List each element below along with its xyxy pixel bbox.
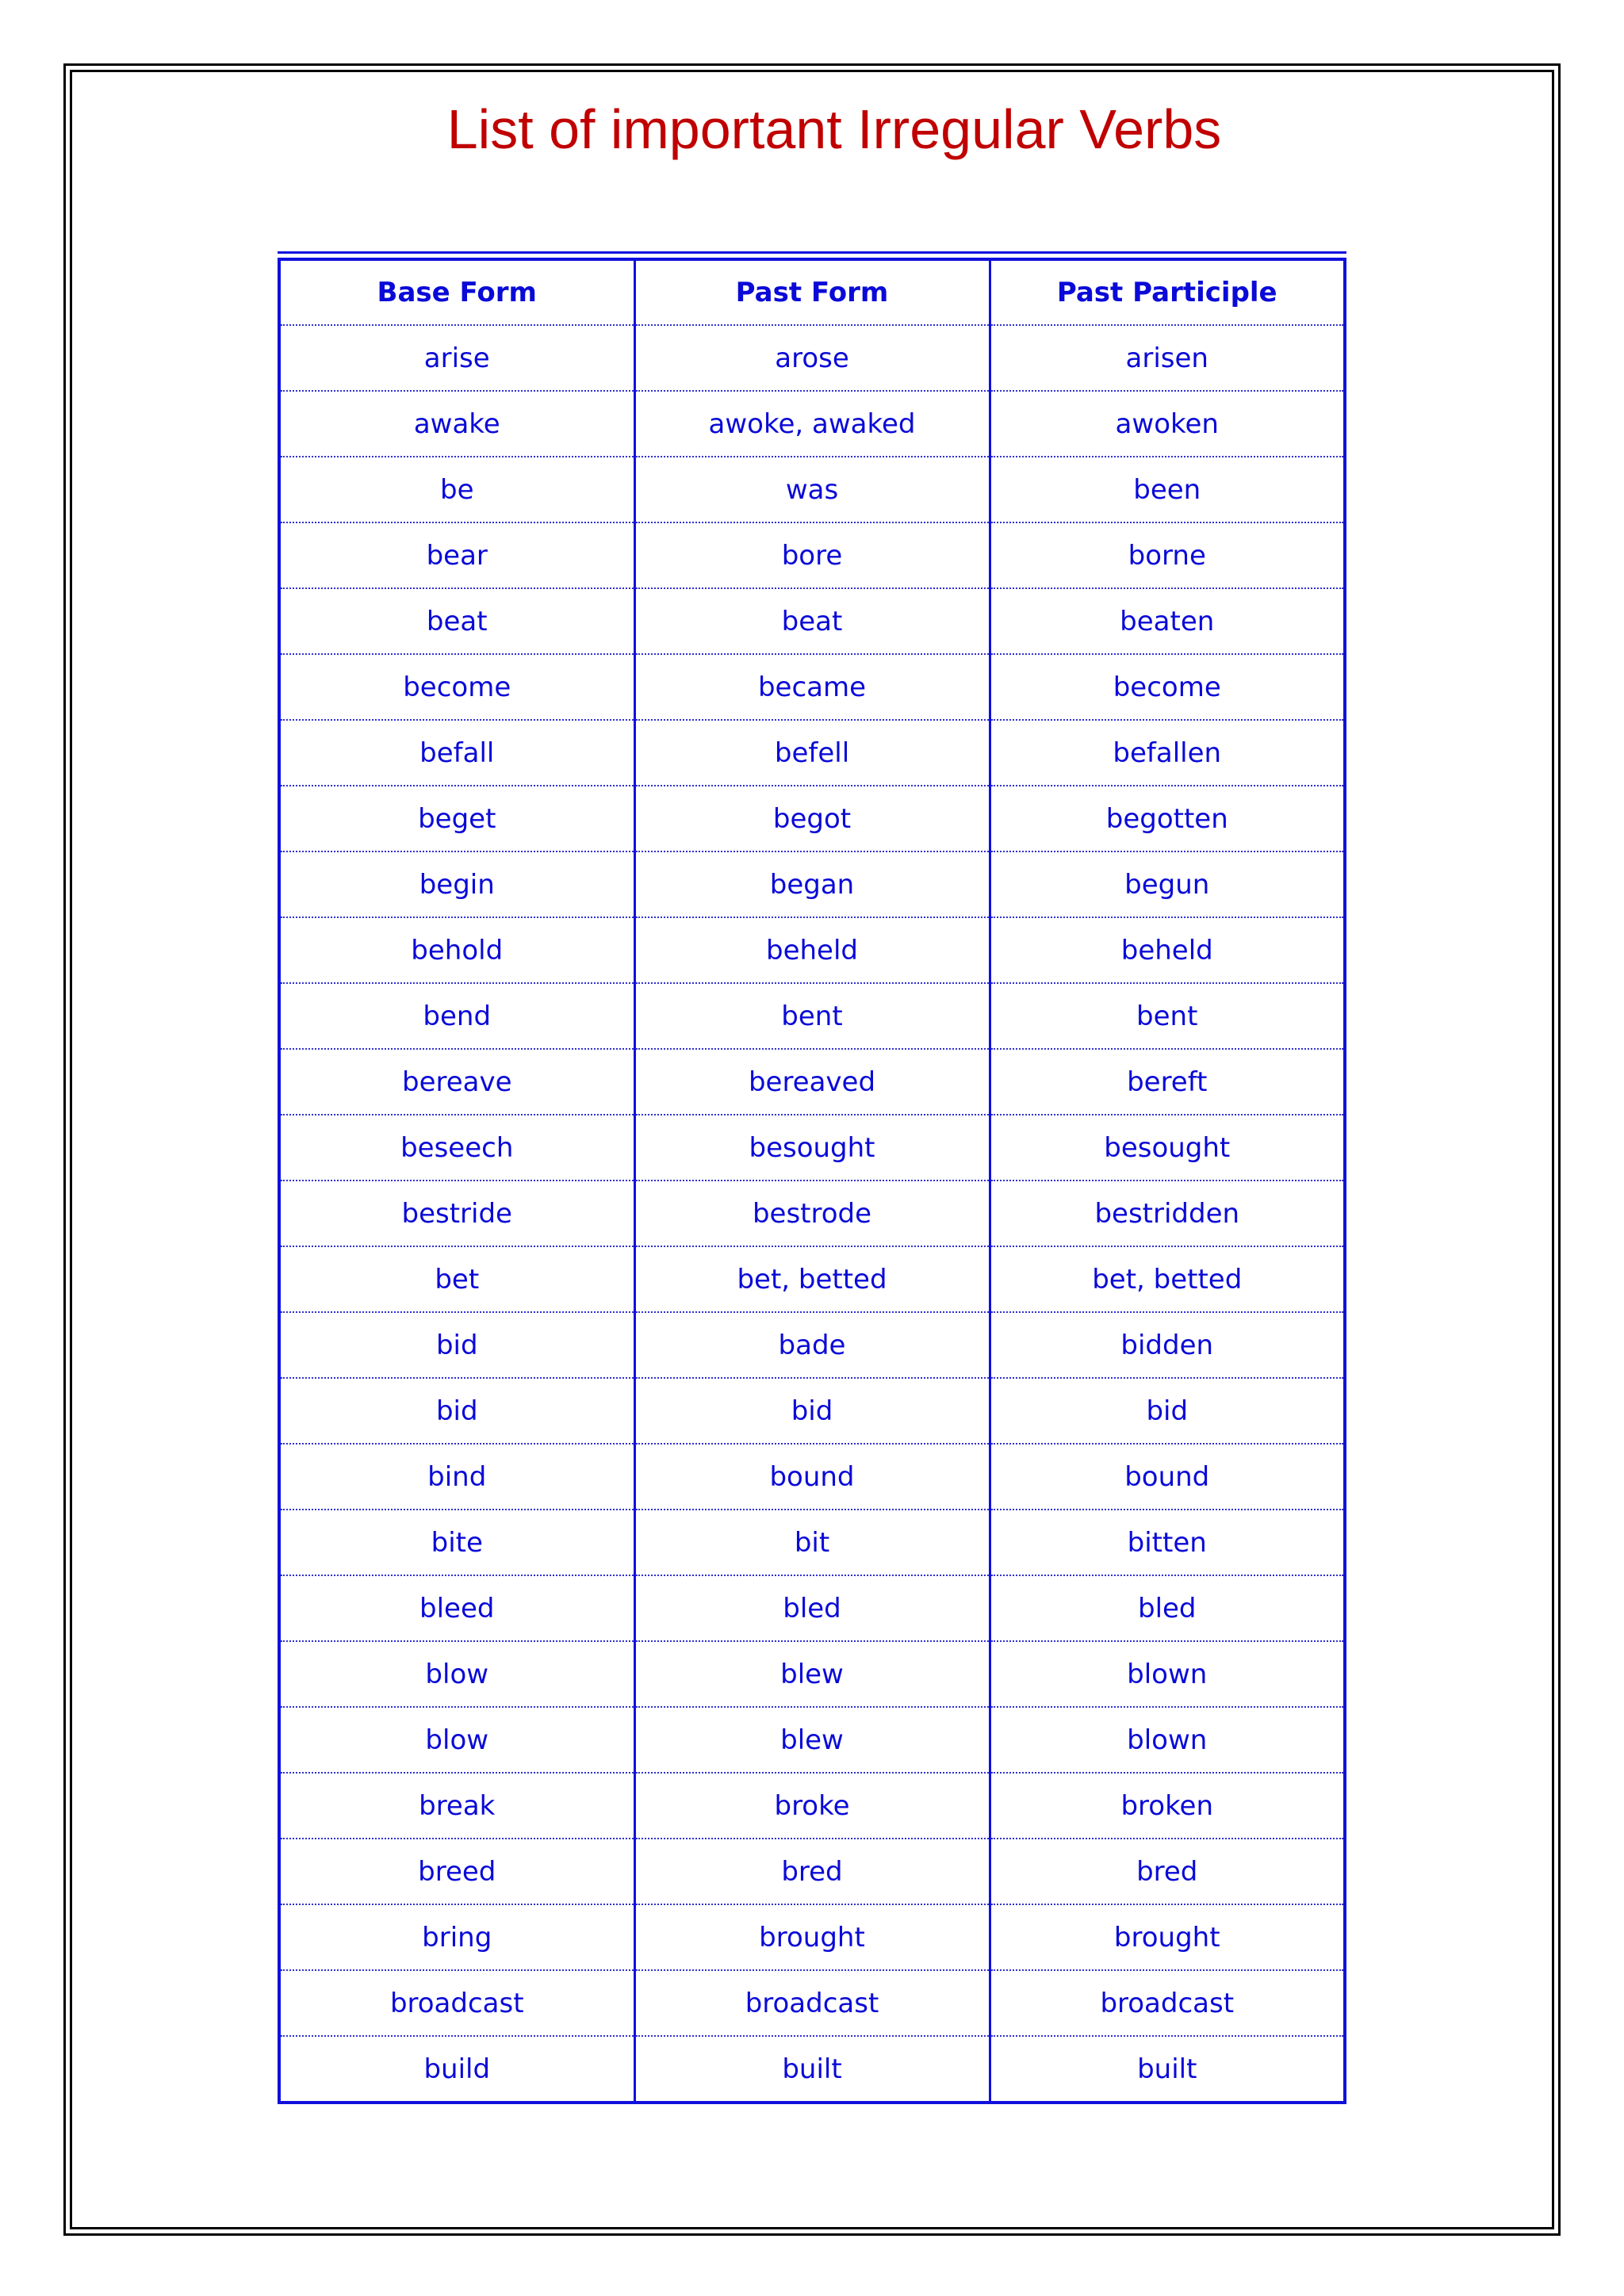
base-form-cell: bind	[279, 1444, 634, 1510]
past-participle-cell: begotten	[990, 786, 1345, 851]
base-form-cell: bleed	[279, 1575, 634, 1641]
base-form-cell: bite	[279, 1510, 634, 1575]
past-participle-cell: bound	[990, 1444, 1345, 1510]
past-participle-cell: besought	[990, 1115, 1345, 1181]
table-row	[279, 1707, 1345, 1773]
past-participle-cell: arisen	[990, 325, 1345, 391]
irregular-verbs-table	[278, 258, 1346, 2104]
base-form-cell: blow	[279, 1641, 634, 1707]
past-participle-cell: befallen	[990, 720, 1345, 786]
table-row	[279, 1510, 1345, 1575]
table-row	[279, 786, 1345, 851]
table-row	[279, 983, 1345, 1049]
base-form-cell: arise	[279, 325, 634, 391]
table-row	[279, 588, 1345, 654]
past-form-cell: blew	[634, 1707, 990, 1773]
past-participle-cell: begun	[990, 851, 1345, 917]
past-form-cell: bent	[634, 983, 990, 1049]
table-row	[279, 917, 1345, 983]
base-form-cell: breed	[279, 1839, 634, 1904]
base-form-cell: broadcast	[279, 1970, 634, 2036]
past-form-cell: bore	[634, 522, 990, 588]
table-row	[279, 1904, 1345, 1970]
past-participle-cell: blown	[990, 1707, 1345, 1773]
past-participle-cell: borne	[990, 522, 1345, 588]
past-form-cell: begot	[634, 786, 990, 851]
base-form-cell: awake	[279, 391, 634, 457]
past-participle-cell: bereft	[990, 1049, 1345, 1115]
past-participle-cell: blown	[990, 1641, 1345, 1707]
past-form-cell: blew	[634, 1641, 990, 1707]
verb-table-container	[278, 251, 1346, 2104]
header-base-form: Base Form	[279, 259, 634, 325]
table-row	[279, 1312, 1345, 1378]
table-row	[279, 1839, 1345, 1904]
past-form-cell: brought	[634, 1904, 990, 1970]
past-participle-cell: become	[990, 654, 1345, 720]
past-form-cell: bid	[634, 1378, 990, 1444]
past-form-cell: broadcast	[634, 1970, 990, 2036]
base-form-cell: beget	[279, 786, 634, 851]
past-form-cell: built	[634, 2036, 990, 2103]
base-form-cell: bereave	[279, 1049, 634, 1115]
past-participle-cell: been	[990, 457, 1345, 522]
table-row	[279, 1378, 1345, 1444]
base-form-cell: break	[279, 1773, 634, 1839]
header-past-form: Past Form	[634, 259, 990, 325]
table-row	[279, 1773, 1345, 1839]
past-form-cell: beheld	[634, 917, 990, 983]
table-row	[279, 1115, 1345, 1181]
base-form-cell: bid	[279, 1312, 634, 1378]
base-form-cell: begin	[279, 851, 634, 917]
table-row	[279, 2036, 1345, 2103]
table-body	[279, 325, 1345, 2103]
base-form-cell: bring	[279, 1904, 634, 1970]
base-form-cell: befall	[279, 720, 634, 786]
past-participle-cell: beaten	[990, 588, 1345, 654]
base-form-cell: bid	[279, 1378, 634, 1444]
past-participle-cell: broken	[990, 1773, 1345, 1839]
past-participle-cell: brought	[990, 1904, 1345, 1970]
past-participle-cell: bent	[990, 983, 1345, 1049]
table-row	[279, 1970, 1345, 2036]
base-form-cell: build	[279, 2036, 634, 2103]
past-form-cell: bestrode	[634, 1181, 990, 1246]
past-participle-cell: bid	[990, 1378, 1345, 1444]
past-participle-cell: awoken	[990, 391, 1345, 457]
past-form-cell: bled	[634, 1575, 990, 1641]
base-form-cell: beat	[279, 588, 634, 654]
base-form-cell: be	[279, 457, 634, 522]
past-form-cell: bit	[634, 1510, 990, 1575]
table-row	[279, 1575, 1345, 1641]
past-form-cell: was	[634, 457, 990, 522]
table-row	[279, 1181, 1345, 1246]
past-form-cell: began	[634, 851, 990, 917]
past-form-cell: became	[634, 654, 990, 720]
past-participle-cell: bestridden	[990, 1181, 1345, 1246]
table-row	[279, 1049, 1345, 1115]
past-form-cell: bet, betted	[634, 1246, 990, 1312]
table-row	[279, 391, 1345, 457]
past-participle-cell: bitten	[990, 1510, 1345, 1575]
header-past-participle: Past Participle	[990, 259, 1345, 325]
past-form-cell: bade	[634, 1312, 990, 1378]
page-title: List of important Irregular Verbs	[446, 98, 1222, 160]
past-participle-cell: built	[990, 2036, 1345, 2103]
table-row	[279, 522, 1345, 588]
past-form-cell: bound	[634, 1444, 990, 1510]
table-row	[279, 851, 1345, 917]
table-row	[279, 654, 1345, 720]
table-row	[279, 720, 1345, 786]
past-form-cell: awoke, awaked	[634, 391, 990, 457]
past-participle-cell: bet, betted	[990, 1246, 1345, 1312]
base-form-cell: bend	[279, 983, 634, 1049]
past-participle-cell: beheld	[990, 917, 1345, 983]
table-header-row	[279, 259, 1345, 325]
past-participle-cell: broadcast	[990, 1970, 1345, 2036]
past-form-cell: bred	[634, 1839, 990, 1904]
base-form-cell: behold	[279, 917, 634, 983]
base-form-cell: become	[279, 654, 634, 720]
past-form-cell: beat	[634, 588, 990, 654]
past-participle-cell: bled	[990, 1575, 1345, 1641]
past-form-cell: arose	[634, 325, 990, 391]
table-row	[279, 1641, 1345, 1707]
base-form-cell: bear	[279, 522, 634, 588]
base-form-cell: bestride	[279, 1181, 634, 1246]
base-form-cell: bet	[279, 1246, 634, 1312]
base-form-cell: blow	[279, 1707, 634, 1773]
past-participle-cell: bidden	[990, 1312, 1345, 1378]
table-row	[279, 325, 1345, 391]
past-form-cell: besought	[634, 1115, 990, 1181]
table-row	[279, 1444, 1345, 1510]
table-row	[279, 1246, 1345, 1312]
past-form-cell: befell	[634, 720, 990, 786]
past-form-cell: broke	[634, 1773, 990, 1839]
past-participle-cell: bred	[990, 1839, 1345, 1904]
table-row	[279, 457, 1345, 522]
past-form-cell: bereaved	[634, 1049, 990, 1115]
base-form-cell: beseech	[279, 1115, 634, 1181]
